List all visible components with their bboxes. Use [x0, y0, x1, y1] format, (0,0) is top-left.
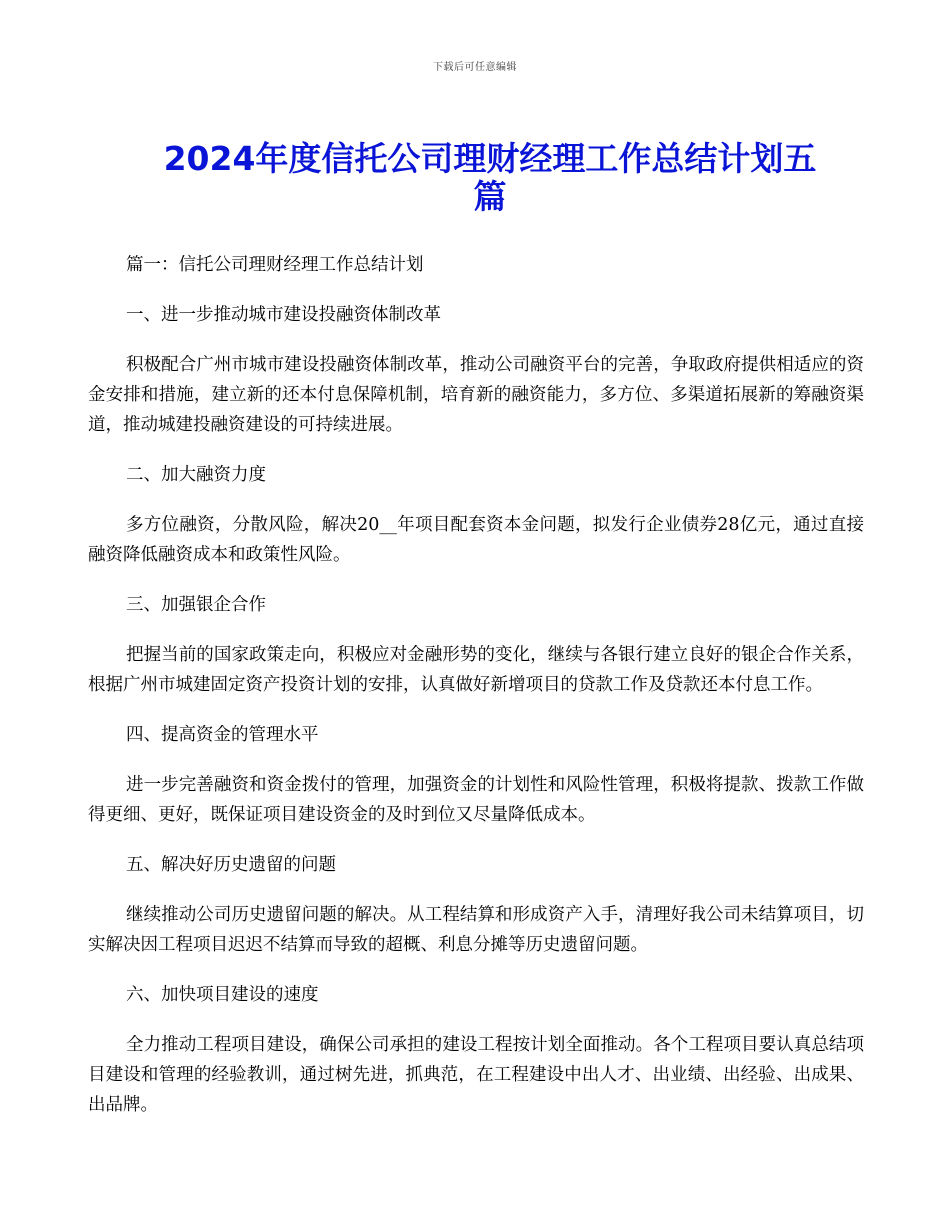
section-body-5: 继续推动公司历史遗留问题的解决。从工程结算和形成资产入手，清理好我公司未结算项目，切实解决因工程项目迟迟不结算而导致的超概、利息分摊等历史遗留问题。 [88, 905, 864, 955]
header-note: 下载后可任意编辑 [433, 62, 517, 73]
section-heading-6: 六、加快项目建设的速度 [126, 985, 319, 1005]
section-body-3: 把握当前的国家政策走向，积极应对金融形势的变化，继续与各银行建立良好的银企合作关系，根据广州市城建固定资产投资计划的安排，认真做好新增项目的贷款工作及贷款还本付息工作。 [88, 645, 864, 695]
document-title: 2024年度信托公司理财经理工作总结计划五篇 [163, 139, 817, 216]
section-heading-3: 三、加强银企合作 [126, 595, 266, 615]
section-body-6: 全力推动工程项目建设，确保公司承担的建设工程按计划全面推动。各个工程项目要认真总结项目建设和管理的经验教训，通过树先进，抓典范，在工程建设中出人才、出业绩、出经验、出成果、出品牌。 [88, 1035, 864, 1115]
part-label: 篇一：信托公司理财经理工作总结计划 [126, 255, 424, 275]
section-body-1: 积极配合广州市城市建设投融资体制改革，推动公司融资平台的完善，争取政府提供相适应的资金安排和措施，建立新的还本付息保障机制，培育新的融资能力，多方位、多渠道拓展新的筹融资渠道，推动城建投融资建设的可持续进展。 [88, 355, 864, 435]
section-body-2: 多方位融资，分散风险，解决20__年项目配套资本金问题，拟发行企业债券28亿元，通过直接融资降低融资成本和政策性风险。 [88, 515, 864, 565]
section-heading-1: 一、进一步推动城市建设投融资体制改革 [126, 305, 441, 325]
section-heading-2: 二、加大融资力度 [126, 465, 266, 485]
section-body-4: 进一步完善融资和资金拨付的管理，加强资金的计划性和风险性管理，积极将提款、拨款工作做得更细、更好，既保证项目建设资金的及时到位又尽量降低成本。 [88, 775, 864, 825]
document-body [88, 250, 864, 1140]
section-heading-4: 四、提高资金的管理水平 [126, 725, 319, 745]
section-heading-5: 五、解决好历史遗留的问题 [126, 855, 336, 875]
